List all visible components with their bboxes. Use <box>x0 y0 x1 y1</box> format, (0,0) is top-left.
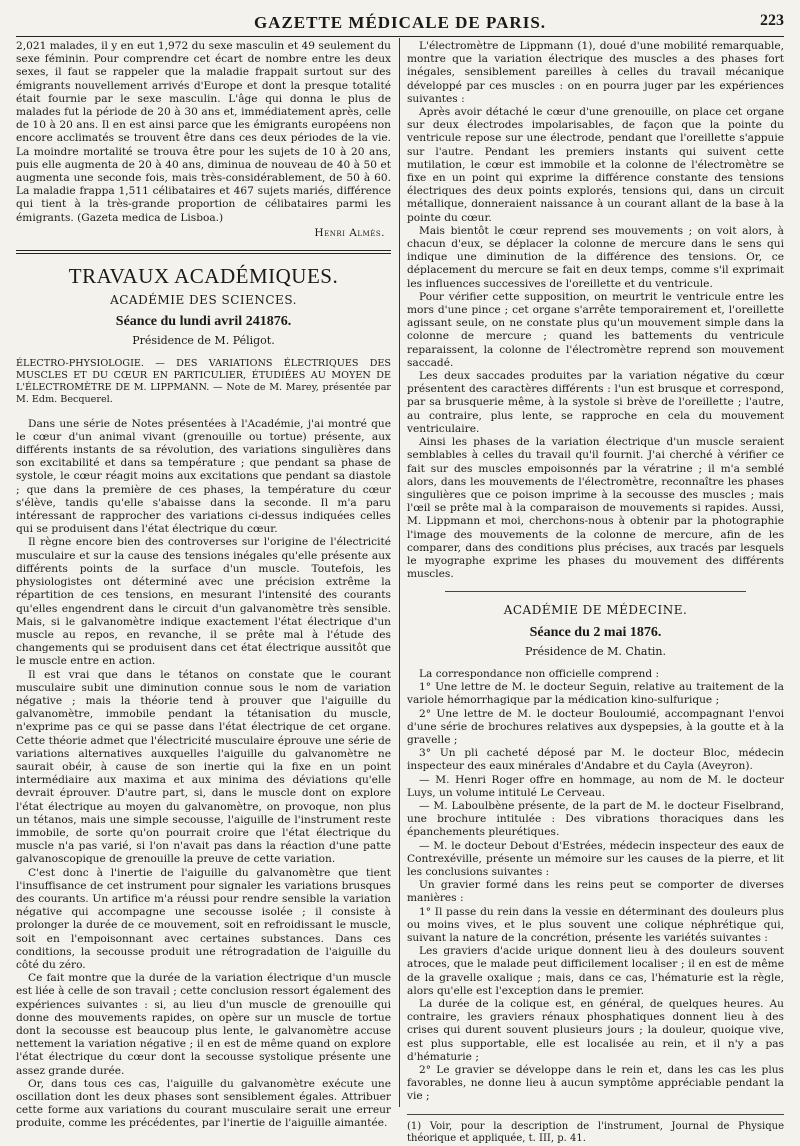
presidency-line: Présidence de M. Péligot. <box>132 334 275 348</box>
paragraph: Un gravier formé dans les reins peut se comporter de diverses manières : <box>407 879 784 905</box>
paragraph: Il est vrai que dans le tétanos on constate que le courant musculaire subit une diminution connue sous le nom de variation négative ; mais la théorie tend à prouver que l'aiguille du galvanomètre, immobile pendant la tétanisation du muscle, n'exprime pas ce qui se passe dans l'état électrique de cet organe. Cette théorie admet que l'électricité musculaire éprouve une série de variations alternatives auxquelles l'aiguille du galvanomètre ne saurait obéir, à cause de son inertie qui la fixe en un point intermédiaire aux maxima et aux minima des déviations qu'elle devrait éprouver. D'autre part, si, dans le muscle dont on explore l'état électrique au moyen du galvanomètre, on provoque, non plus un tétanos, mais une simple secousse, l'aiguille de l'instrument reste immobile, de sorte qu'on pourrait croire que l'état électrique du muscle n'a pas varié, si l'on n'avait pas dans la réaction d'une patte galvanoscopique de grenouille la preuve de cette variation. <box>16 668 391 866</box>
paragraph: Pour vérifier cette supposition, on meurtrit le ventricule entre les mors d'une pince ; cet organe s'arrête temporairement et, l'oreillette agissant seule, on ne constate plus qu'un mouvement simple dans la colonne de mercure ; quand les battements du ventricule reparaissent, la colonne de l'électromètre reprend son mouvement saccadé. <box>407 290 784 369</box>
session-heading: Séance du lundi avril 241876. <box>115 314 292 330</box>
page-number: 223 <box>760 12 784 29</box>
page-header <box>16 10 784 37</box>
section-divider <box>16 250 391 254</box>
paragraph: Les deux saccades produites par la variation négative du cœur présentent des caractères différents : l'un est brusque et correspond, par sa brusquerie même, à la systole si brève de l'oreillette ; l'autre, au contraire, plus lente, se rapproche en cela du mouvement ventriculaire. <box>407 370 784 435</box>
paragraph: — M. Laboulbène présente, de la part de M. le docteur Fiselbrand, une brochure intitulée : Des vibrations thoraciques dans les épanchements pleurétiques. <box>407 799 784 839</box>
right-column <box>407 40 784 1145</box>
paragraph: Or, dans tous ces cas, l'aiguille du galvanomètre exécute une oscillation dont les deux phases sont sensiblement égales. Attribuer cette forme aux variations du courant musculaire serait une erreur produite, comme les précédentes, par l'inertie de l'aiguille aimantée. <box>16 1077 391 1130</box>
paragraph: — M. le docteur Debout d'Estrées, médecin inspecteur des eaux de Contrexéville, présente un mémoire sur les causes de la pierre, et lit les conclusions suivantes : <box>407 839 784 878</box>
paragraph: La correspondance non officielle comprend : <box>419 667 660 680</box>
academy-heading: ACADÉMIE DE MÉDECINE. <box>503 603 688 618</box>
article-abstract: ÉLECTRO-PHYSIOLOGIE. — DES VARIATIONS ÉLECTRIQUES DES MUSCLES ET DU CŒUR EN PARTICULIER, ÉTUDIÉES AU MOYEN DE L'ÉLECTROMÈTRE DE M. LIPPMANN. — Note de M. Marey, présentée par M. Edm. Becquerel. <box>16 357 391 405</box>
section-divider <box>445 591 747 592</box>
paragraph: Après avoir détaché le cœur d'une grenouille, on place cet organe sur deux électrodes impolarisables, de façon que la pointe du ventricule repose sur une électrode, pendant que l'oreillette s'appuie sur l'autre. Pendant les premiers instants qui suivent cette mutilation, le cœur est immobile et la colonne de l'électromètre se fixe en un point qui exprime la différence constante des tensions électriques des deux points explorés, tensions qui, dans un circuit métallique, donneraient naissance à un courant allant de la base à la pointe du cœur. <box>407 106 784 224</box>
author-signature: Henri Almès. <box>314 226 385 239</box>
paragraph: Il règne encore bien des controverses sur l'origine de l'électricité musculaire et sur la cause des tensions inégales qu'elle présente aux différents points de la surface d'un muscle. Toutefois, les physiologistes ont déterminé avec une précision extrême la répartition de ces tensions, en mesurant l'intensité des courants qu'elles engendrent dans le circuit d'un galvanomètre très sensible. Mais, si le galvanomètre indique exactement l'état électrique d'un muscle au repos, en revanche, il se prête mal à l'étude des changements qui se produisent dans cet état électrique aussitôt que le muscle entre en action. <box>16 536 391 668</box>
academy-heading: ACADÉMIE DES SCIENCES. <box>110 293 297 308</box>
paragraph: — M. Henri Roger offre en hommage, au nom de M. le docteur Luys, un volume intitulé Le Cerveau. <box>407 773 784 799</box>
paragraph: 2° Le gravier se développe dans le rein et, dans les cas les plus favorables, ne donne lieu à aucun symptôme appréciable pendant la vie ; <box>407 1064 784 1103</box>
paragraph: C'est donc à l'inertie de l'aiguille du galvanomètre que tient l'insuffisance de cet instrument pour signaler les variations brusques des courants. Un artifice m'a réussi pour rendre sensible la variation négative qui accompagne une secousse isolée ; il consiste à prolonger la durée de ce mouvement, soit en refroidissant le muscle, soit en l'empoisonnant avec certaines substances. Dans ces conditions, la secousse produit une rétrogradation de l'aiguille du côté du zéro. <box>16 866 391 971</box>
paragraph: 2° Une lettre de M. le docteur Bouloumié, accompagnant l'envoi d'une série de brochures relatives aux dyspepsies, à la goutte et à la gravelle ; <box>407 707 784 746</box>
paragraph: 1° Une lettre de M. le docteur Seguin, relative au traitement de la variole hémorrhagique par la médication kino-sulfurique ; <box>407 681 784 707</box>
session-heading: Séance du 2 mai 1876. <box>529 624 662 640</box>
paragraph: 2,021 malades, il y en eut 1,972 du sexe masculin et 49 seulement du sexe féminin. Pour comprendre cet écart de nombre entre les deux sexes, il faut se rappeler que la maladie frappait surtout sur des émigrants nouvellement arrivés d'Europe et dont la presque totalité était fournie par le sexe masculin. L'âge qui donna le plus de malades fut la période de 20 à 30 ans et, immédiatement après, celle de 10 à 20 ans. Il en est ainsi parce que les émigrants européens non encore acclimatés se trouvent être dans ces deux périodes de la vie. La moindre mortalité se trouva être pour les sujets de 10 à 20 ans, puis elle augmenta de 20 à 40 ans, diminua de nouveau de 40 à 50 et augmenta une seconde fois, mais très-considérablement, de 50 à 60. La maladie frappa 1,511 célibataires et 467 sujets mariés, différence qui tient à la très-grande proportion de célibataires parmi les émigrants. (Gazeta medica de Lisboa.) <box>16 40 391 224</box>
paragraph: Dans une série de Notes présentées à l'Académie, j'ai montré que le cœur d'un animal vivant (grenouille ou tortue) présente, aux différents instants de sa révolution, des variations singulières dans son excitabilité et dans sa température ; que pendant sa phase de systole, le cœur réagit moins aux excitations que pendant sa diastole ; que dans la première de ces phases, la température du cœur s'élève, tandis qu'elle s'abaisse dans la seconde. Il m'a paru intéressant de rapprocher des variations ci-dessus indiquées celles qui se produisent dans l'état électrique du cœur. <box>16 417 391 536</box>
paragraph: Mais bientôt le cœur reprend ses mouvements ; on voit alors, à chacun d'eux, se déplacer la colonne de mercure dans le sens qui indique une diminution de la différence des tensions. Or, ce déplacement du mercure se fait en deux temps, comme s'il exprimait les influences successives de l'oreillette et du ventricule. <box>407 224 784 290</box>
paragraph: L'électromètre de Lippmann (1), doué d'une mobilité remarquable, montre que la variation électrique des muscles a des phases fort inégales, sensiblement pareilles à celles du travail mécanique développé par ces muscles : on en pourra juger par les expériences suivantes : <box>407 40 784 105</box>
section-title: TRAVAUX ACADÉMIQUES. <box>68 264 339 289</box>
paragraph: Ce fait montre que la durée de la variation électrique d'un muscle est liée à celle de son travail ; cette conclusion ressort également des expériences suivantes : si, au lieu d'un muscle de grenouille qui donne des mouvements rapides, on opère sur un muscle de tortue dont la secousse est beaucoup plus lente, le galvanomètre accuse nettement la variation négative ; il en est de même quand on explore l'état électrique du cœur dont la secousse systolique présente une assez grande durée. <box>16 972 391 1077</box>
column-divider <box>399 38 400 1107</box>
footnote: (1) Voir, pour la description de l'instrument, Journal de Physique théorique et appliquée, t. III, p. 41. <box>407 1114 784 1146</box>
left-column <box>16 40 391 1130</box>
paragraph: 1° Il passe du rein dans la vessie en déterminant des douleurs plus ou moins vives, et le plus souvent une colique néphrétique qui, suivant la nature de la concrétion, présente les variétés suivantes : <box>407 905 784 944</box>
journal-title: GAZETTE MÉDICALE DE PARIS. <box>253 13 547 32</box>
paragraph: Les graviers d'acide urique donnent lieu à des douleurs souvent atroces, que le malade peut difficilement localiser ; il en est de même de la gravelle oxalique ; mais, dans ce cas, l'hématurie est la règle, alors qu'elle est l'exception dans le premier. <box>407 945 784 997</box>
presidency-line: Présidence de M. Chatin. <box>524 644 667 658</box>
paragraph: La durée de la colique est, en général, de quelques heures. Au contraire, les graviers rénaux phosphatiques donnent lieu à des crises qui durent souvent plusieurs jours ; la douleur, quoique vive, est plus supportable, elle est localisée au rein, et il n'y a pas d'hématurie ; <box>407 998 784 1063</box>
paragraph: Ainsi les phases de la variation électrique d'un muscle seraient semblables à celles du travail qu'il fournit. J'ai cherché à vérifier ce fait sur des muscles empoisonnés par la vératrine ; il m'a semblé alors, dans les mouvements de l'électromètre, reconnaître les phases singulières que ce poison imprime à la secousse des muscles ; mais l'œil se prête mal à la comparaison de mouvements si rapides. Aussi, M. Lippmann et moi, cherchons-nous à obtenir par la photographie l'image des mouvements de la colonne de mercure, afin de les comparer, dans des conditions plus précises, aux tracés par lesquels le myographe exprime les phases du mouvement des différents muscles. <box>407 436 784 581</box>
paragraph: 3° Un pli cacheté déposé par M. le docteur Bloc, médecin inspecteur des eaux minérales d'Andabre et du Cayla (Aveyron). <box>407 747 784 773</box>
